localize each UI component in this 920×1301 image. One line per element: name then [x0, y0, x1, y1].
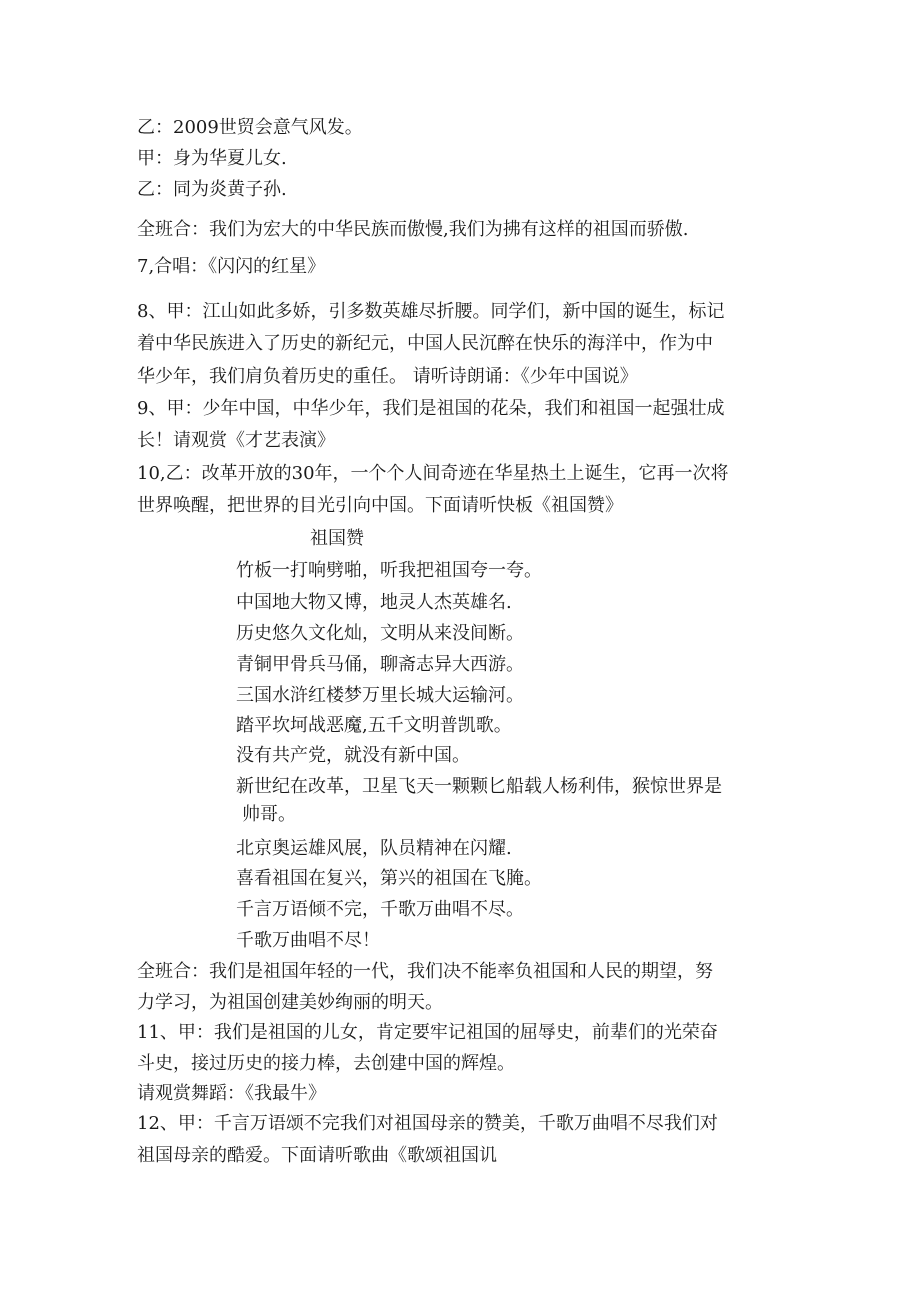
poem-line: 没有共产党，就没有新中国。: [236, 745, 470, 766]
poem-line: 青铜甲骨兵马俑，聊斋志异大西游。: [236, 654, 524, 675]
poem-line: 三国水浒红楼梦万里长城大运输河。: [236, 685, 524, 706]
text-line: 祖国母亲的酷爱。下面请听歌曲《歌颂祖国讥: [137, 1145, 497, 1166]
poem-line: 帅哥。: [242, 804, 296, 825]
poem-line: 踏平坎坷战恶魔,五千文明普凯歌。: [236, 715, 512, 736]
text-line: 全班合：我们为宏大的中华民族而傲慢,我们为拂有这样的祖国而骄傲.: [137, 219, 689, 240]
poem-line: 中国地大物又博，地灵人杰英雄名.: [236, 592, 512, 613]
text-line: 长！请观赏《才艺表演》: [137, 430, 335, 451]
text-line: 8、甲：江山如此多娇，引多数英雄尽折腰。同学们，新中国的诞生，标记: [137, 301, 725, 322]
poem-line: 千歌万曲唱不尽！: [236, 930, 380, 951]
poem-line: 新世纪在改革，卫星飞天一颗颗匕船载人杨利伟，猴惊世界是: [236, 776, 722, 797]
poem-title: 祖国赞: [310, 528, 364, 549]
text-line: 甲：身为华夏儿女.: [137, 148, 287, 169]
text-line: 乙：2009世贸会意气风发。: [137, 117, 363, 138]
poem-line: 千言万语倾不完，千歌万曲唱不尽。: [236, 899, 524, 920]
text-line: 请观赏舞蹈：《我最牛》: [137, 1083, 326, 1104]
text-line: 乙：同为炎黄子孙.: [137, 179, 287, 200]
text-line: 9、甲：少年中国，中华少年，我们是祖国的花朵，我们和祖国一起强壮成: [137, 398, 725, 419]
text-line: 世界唤醒，把世界的目光引向中国。下面请听快板《祖国赞》: [137, 495, 623, 516]
text-line: 斗史，接过历史的接力棒，去创建中国的辉煌。: [137, 1053, 515, 1074]
text-line: 11、甲：我们是祖国的儿女，肯定要牢记祖国的屈辱史，前辈们的光荣奋: [137, 1022, 718, 1043]
text-line: 着中华民族进入了历史的新纪元，中国人民沉醉在快乐的海洋中，作为中: [137, 333, 713, 354]
text-line: 12、甲：千言万语颂不完我们对祖国母亲的赞美，千歌万曲唱不尽我们对: [137, 1113, 718, 1134]
poem-line: 喜看祖国在复兴，第兴的祖国在飞腌。: [236, 868, 542, 889]
text-line: 华少年，我们肩负着历史的重任。 请听诗朗诵：《少年中国说》: [137, 366, 638, 387]
poem-line: 竹板一打响劈啪，听我把祖国夸一夸。: [236, 560, 542, 581]
text-line: 全班合：我们是祖国年轻的一代，我们决不能率负祖国和人民的期望，努: [137, 961, 713, 982]
poem-line: 北京奥运雄风展，队员精神在闪耀.: [236, 838, 512, 859]
text-line: 7,合唱：《闪闪的红星》: [137, 256, 326, 277]
text-line: 10,乙：改革开放的30年，一个个人间奇迹在华星热土上诞生，它再一次将: [137, 463, 729, 484]
text-line: 力学习，为祖国创建美妙绚丽的明天。: [137, 992, 443, 1013]
poem-line: 历史悠久文化灿，文明从来没间断。: [236, 623, 524, 644]
